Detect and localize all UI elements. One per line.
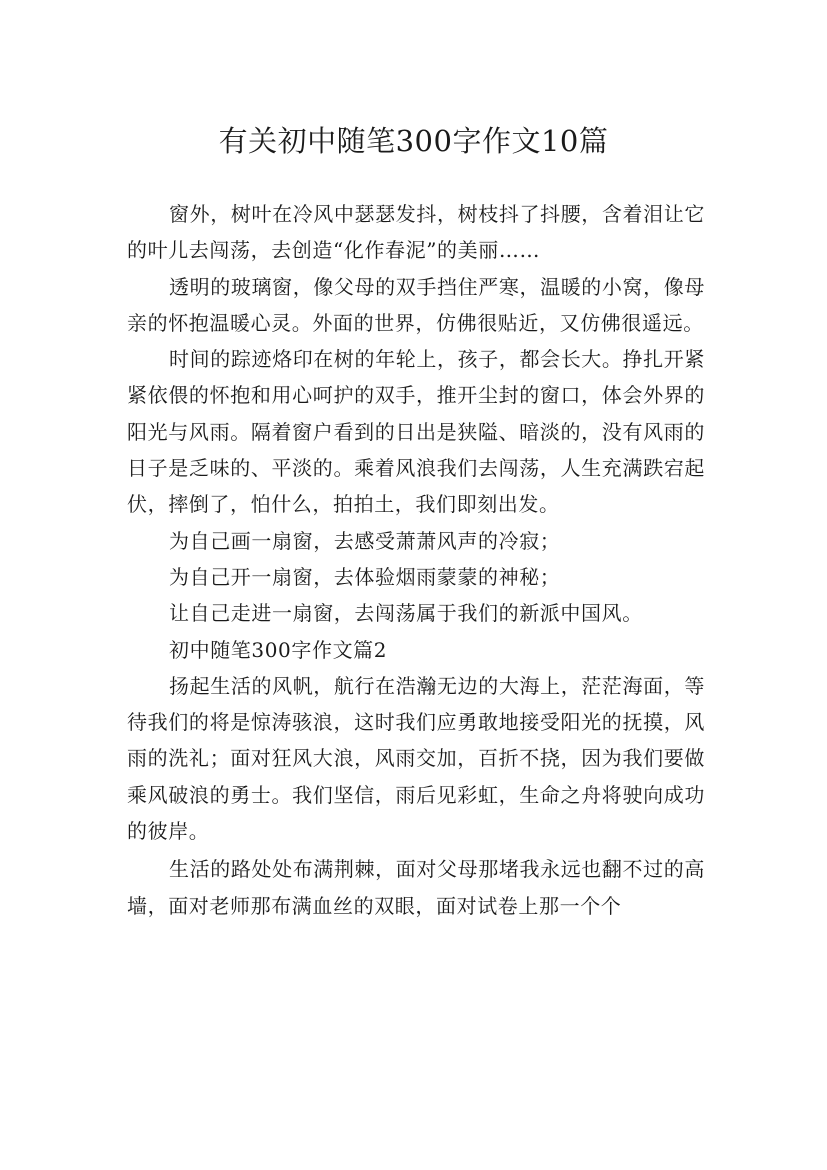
document-body (127, 196, 705, 924)
section-heading: 初中随笔300字作文篇2 (169, 637, 388, 662)
paragraph: 为自己开一扇窗，去体验烟雨蒙蒙的神秘； (169, 564, 561, 589)
paragraph: 生活的路处处布满荆棘，面对父母那堵我永远也翻不过的高墙，面对老师那布满血丝的双眼，面对试卷上那一个个 (127, 857, 705, 918)
paragraph: 时间的踪迹烙印在树的年轮上，孩子，都会长大。挣扎开紧紧依偎的怀抱和用心呵护的双手，推开尘封的窗口，体会外界的阳光与风雨。隔着窗户看到的日出是狭隘、暗淡的，没有风雨的日子是乏味的、平淡的。乘着风浪我们去闯荡，人生充满跌宕起伏，摔倒了，怕什么，拍拍土，我们即刻出发。 (127, 347, 705, 517)
paragraph: 透明的玻璃窗，像父母的双手挡住严寒，温暖的小窝，像母亲的怀抱温暖心灵。外面的世界，仿佛很贴近，又仿佛很遥远。 (127, 274, 705, 335)
paragraph: 让自己走进一扇窗，去闯荡属于我们的新派中国风。 (169, 601, 643, 626)
paragraph: 扬起生活的风帆，航行在浩瀚无边的大海上，茫茫海面，等待我们的将是惊涛骇浪，这时我们应勇敢地接受阳光的抚摸，风雨的洗礼；面对狂风大浪，风雨交加，百折不挠，因为我们要做乘风破浪的勇士。我们坚信，雨后见彩虹，生命之舟将驶向成功的彼岸。 (127, 673, 705, 844)
paragraph: 为自己画一扇窗，去感受萧萧风声的冷寂； (169, 528, 561, 553)
paragraph: 窗外，树叶在冷风中瑟瑟发抖，树枝抖了抖腰，含着泪让它的叶儿去闯荡，去创造“化作春泥”的美丽…… (127, 202, 705, 263)
document-title: 有关初中随笔300字作文10篇 (218, 124, 609, 159)
